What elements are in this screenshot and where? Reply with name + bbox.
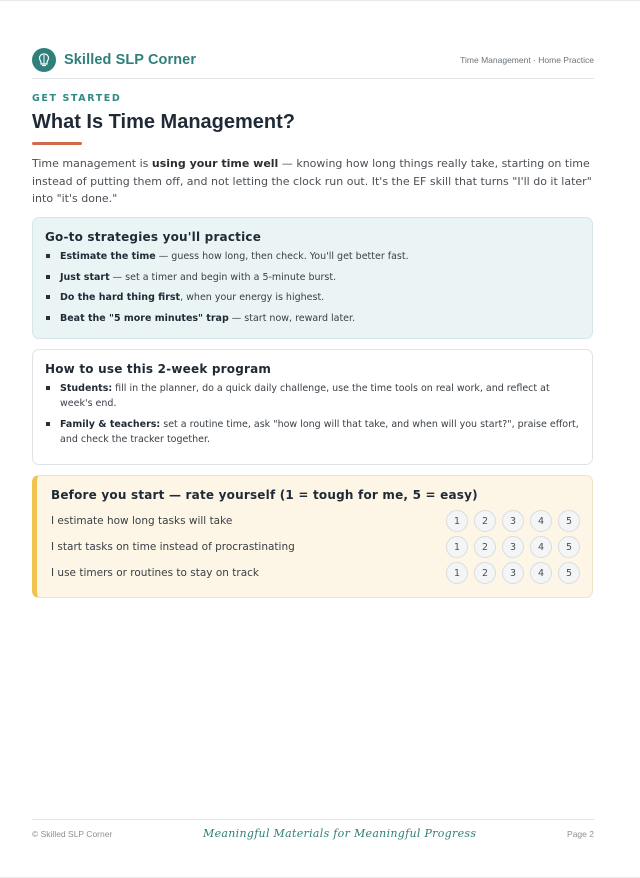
- rating-row-label: I use timers or routines to stay on track: [51, 567, 259, 579]
- list-item: [45, 417, 580, 447]
- rating-option-3[interactable]: 3: [502, 510, 524, 532]
- brand: [32, 48, 196, 72]
- intro-text-end: — knowing how long things really take, starting on time instead of putting them off, and not letting the clock run out. It's the EF skill that turns "I'll do it later" into "it's done.": [32, 157, 592, 205]
- intro-text-start: Time management is: [32, 157, 152, 170]
- strategies-list: [45, 249, 580, 326]
- self-rating-card: [32, 475, 593, 598]
- list-item: [45, 381, 580, 411]
- rating-option-2[interactable]: 2: [474, 562, 496, 584]
- list-item-bold: Do the hard thing first: [60, 292, 181, 303]
- rating-option-2[interactable]: 2: [474, 536, 496, 558]
- rating-option-4[interactable]: 4: [530, 562, 552, 584]
- list-item-text: fill in the planner, do a quick daily challenge, use the time tools on real work, and reflect at week's end.: [60, 383, 550, 409]
- rating-option-5[interactable]: 5: [558, 536, 580, 558]
- program-card: [32, 349, 593, 465]
- rating-option-1[interactable]: 1: [446, 510, 468, 532]
- footer-tagline: Meaningful Materials for Meaningful Progress: [203, 827, 477, 840]
- rating-option-2[interactable]: 2: [474, 510, 496, 532]
- list-item-text: — start now, reward later.: [228, 312, 356, 324]
- list-item-bold: Estimate the time: [60, 251, 156, 262]
- list-item-text: — set a timer and begin with a 5-minute burst.: [109, 271, 337, 283]
- brain-logo-icon: [32, 48, 56, 72]
- list-item-bold: Just start: [60, 271, 110, 283]
- footer-copyright: © Skilled SLP Corner: [32, 828, 113, 839]
- strategies-card: [32, 217, 593, 339]
- title-underline: [32, 142, 82, 145]
- list-item: [45, 290, 580, 305]
- page-number: Page 2: [567, 828, 594, 839]
- header-topic: Time Management · Home Practice: [460, 54, 594, 65]
- list-item: [45, 270, 580, 285]
- list-item-text: — guess how long, then check. You'll get better fast.: [155, 251, 409, 262]
- list-item-bold: Beat the "5 more minutes" trap: [60, 312, 229, 324]
- list-item-bold: Students:: [60, 383, 113, 394]
- rating-heading: Before you start — rate yourself (1 = tough for me, 5 = easy): [51, 488, 478, 502]
- rating-option-4[interactable]: 4: [530, 510, 552, 532]
- rating-row-label: I start tasks on time instead of procrastinating: [51, 541, 295, 553]
- section-eyebrow: GET STARTED: [32, 93, 122, 104]
- list-item-text: set a routine time, ask "how long will that take, and when will you start?", praise effort, and check the tracker together.: [60, 418, 579, 445]
- list-item: [45, 311, 580, 326]
- program-list: [45, 381, 580, 447]
- rating-scale: [446, 510, 580, 532]
- intro-text-bold: using your time well: [151, 157, 279, 170]
- rating-option-4[interactable]: 4: [530, 536, 552, 558]
- program-heading: How to use this 2-week program: [45, 362, 272, 376]
- strategies-heading: Go-to strategies you'll practice: [45, 230, 262, 244]
- rating-option-5[interactable]: 5: [558, 562, 580, 584]
- intro-paragraph: [32, 155, 598, 208]
- rating-option-5[interactable]: 5: [558, 510, 580, 532]
- rating-scale: [446, 562, 580, 584]
- rating-row-label: I estimate how long tasks will take: [51, 515, 233, 527]
- page-title: What Is Time Management?: [32, 111, 296, 133]
- rating-option-3[interactable]: 3: [502, 536, 524, 558]
- page-header: [32, 45, 594, 79]
- page-footer: [32, 819, 594, 847]
- list-item-text: , when your energy is highest.: [180, 292, 325, 303]
- rating-scale: [446, 536, 580, 558]
- rating-option-1[interactable]: 1: [446, 562, 468, 584]
- rating-option-3[interactable]: 3: [502, 562, 524, 584]
- rating-row: [51, 508, 580, 534]
- list-item: [45, 249, 580, 264]
- list-item-bold: Family & teachers:: [60, 418, 161, 430]
- rating-option-1[interactable]: 1: [446, 536, 468, 558]
- rating-row: [51, 560, 580, 586]
- brand-name: Skilled SLP Corner: [64, 51, 197, 68]
- rating-row: [51, 534, 580, 560]
